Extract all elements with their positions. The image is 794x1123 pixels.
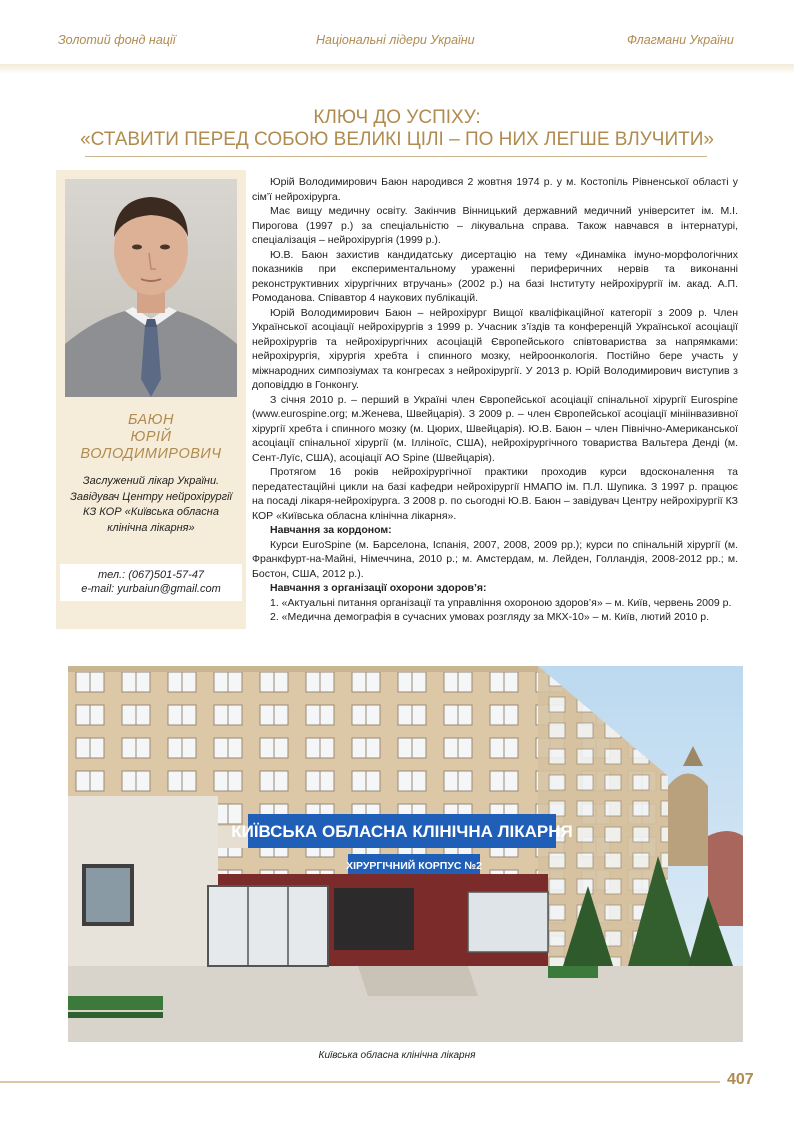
list-item: 1. «Актуальні питання організації та управління охороною здоров’я» – м. Київ, червень 2009 р. — [270, 596, 732, 609]
paragraph: Ю.В. Баюн захистив кандидатську дисертацію на тему «Динаміка імуно-морфологічних показників при експериментальному ураженні периферичних нервів та виконанні реконструктивних хірургічних втручань» (2002 р.) на базі Інституту нейрохірургії ім. акад. А.П. Ромоданова. Співавтор 4 наукових публікацій. — [252, 248, 738, 304]
title-divider — [85, 156, 707, 157]
paragraph: Юрій Володимирович Баюн народився 2 жовтня 1974 р. у м. Костопіль Рівненської області у сім’ї нейрохірурга. — [252, 176, 738, 203]
person-name — [56, 412, 246, 463]
section-heading-health-org: Навчання з організації охорони здоров’я: — [270, 582, 487, 594]
person-patronymic: ВОЛОДИМИРОВИЧ — [80, 446, 222, 462]
hospital-photo — [68, 666, 743, 1042]
photo-caption: Київська обласна клінічна лікарня — [318, 1050, 476, 1061]
role-line: клінічна лікарня» — [107, 521, 195, 534]
person-first-name: ЮРІЙ — [130, 429, 172, 445]
role-line: Заслужений лікар України. — [82, 475, 220, 487]
paragraph: Протягом 16 років нейрохірургічної практики проходив курси вдосконалення та передатестаційні цикли на базі кафедри нейрохірургії НМАПО ім. П.Л. Шупика. З 1997 р. працює на посаді лікаря-нейрохірурга. З 2008 р. по сьогодні Ю.В. Баюн – завідувач Центру нейрохірургії КЗ КОР «Київська обласна клінічна лікарня». — [252, 466, 738, 522]
profile-sidebar — [56, 170, 246, 629]
header-band — [0, 64, 794, 74]
person-surname: БАЮН — [128, 412, 174, 428]
footer-rule — [0, 1081, 720, 1083]
title-line-2: «СТАВИТИ ПЕРЕД СОБОЮ ВЕЛИКІ ЦІЛІ – ПО НИХ ЛЕГШЕ ВЛУЧИТИ» — [80, 129, 714, 150]
header-right: Флагмани України — [627, 33, 734, 47]
article-title — [60, 107, 734, 151]
email-address[interactable]: e-mail: yurbaiun@gmail.com — [81, 583, 221, 595]
running-header — [0, 28, 794, 52]
title-line-1: КЛЮЧ ДО УСПІХУ: — [313, 107, 481, 128]
paragraph: Має вищу медичну освіту. Закінчив Вінницький державний медичний університет ім. М.І. Пирогова (1997 р.) за спеціальністю – лікувальна справа. Також навчався в інтернатурі, спеціалізація – нейрохірургія (1999 р.). — [252, 205, 738, 246]
paragraph: З січня 2010 р. – перший в Україні член Європейської асоціації спінальної хірургії Eurospine (www.eurospine.org; м.Женева, Швейцарія). З 2009 р. – член Європейської асоціації мініінвазивної хірургії хребта і спинного мозку (м. Цюрих, Швейцарія). Ю.В. Баюн – член Північно-Американської асоціації спінальної хірургії (м. Ілліноїс, США), нейрохірургічного товариства Вальтера Денді (м. Сент-Луїс, США), асоціації АО Spine (Швейцарія). — [252, 393, 738, 464]
page-number: 407 — [727, 1071, 754, 1088]
contact-box — [60, 564, 242, 601]
hospital-sign-text: КИЇВСЬКА ОБЛАСНА КЛІНІЧНА ЛІКАРНЯ — [231, 822, 573, 841]
list-item: 2. «Медична демографія в сучасних умовах розгляду за МКХ-10» – м. Київ, лютий 2010 р. — [270, 611, 709, 623]
header-center: Національні лідери України — [316, 33, 475, 47]
phone-number: тел.: (067)501-57-47 — [97, 569, 205, 581]
paragraph: Курси EuroSpine (м. Барселона, Іспанія, 2007, 2008, 2009 рр.); курси по спінальній хірургії (м. Франкфурт-на-Майні, Німеччина, 2010 р.; м. Амстердам, м. Лейден, Голландія, 2008-2012 рр.; м. Бостон, США, 2012 р.). — [252, 538, 738, 580]
header-left: Золотий фонд нації — [58, 33, 176, 47]
surgical-building-sign: ХІРУРГІЧНИЙ КОРПУС №2 — [346, 860, 482, 872]
person-role — [62, 474, 240, 536]
role-line: Завідувач Центру нейрохірургії — [70, 490, 232, 503]
role-line: КЗ КОР «Київська обласна — [83, 506, 219, 518]
portrait-photo — [65, 179, 237, 397]
article-body — [252, 175, 738, 625]
section-heading-abroad: Навчання за кордоном: — [270, 524, 392, 536]
paragraph: Юрій Володимирович Баюн – нейрохірург Вищої кваліфікаційної категорії з 2009 р. Член Української асоціації нейрохірургів з 1999 р. Учасник з’їздів та конференцій Української асоціації нейрохірургів та нейрохірургічних асоціацій Європейського співтовариства за напрямками: нейрохірургія, хірургія хребта і спинного мозку, нейроонкологія. Постійно бере участь у міжнародних симпозіумах та конгресах з нейрохірургії. У 2013 р. Юрій Володимирович виступив з доповіддю в Гонконгу. — [252, 306, 738, 391]
